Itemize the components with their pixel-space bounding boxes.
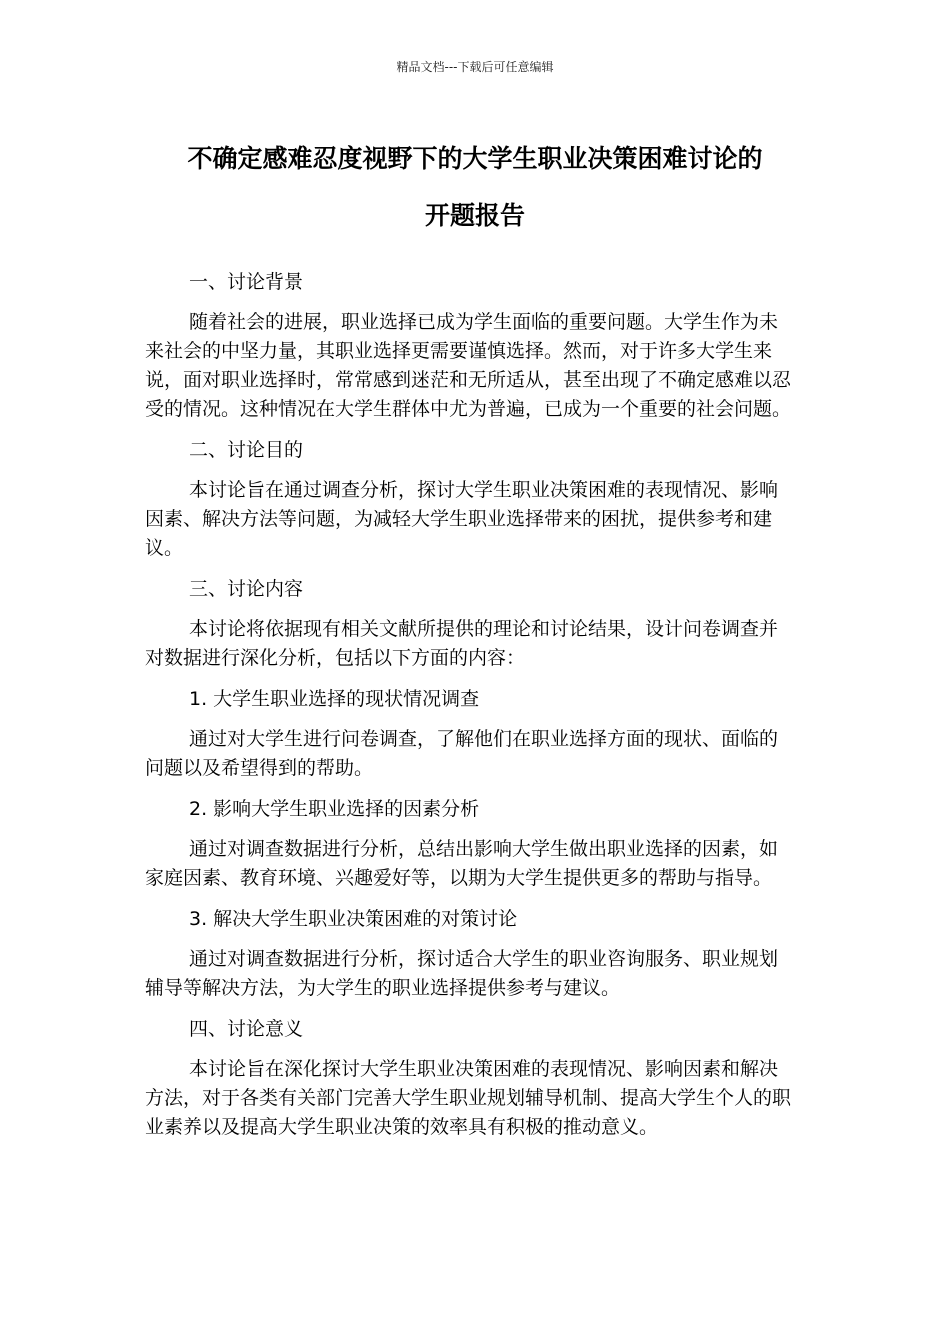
paragraph-item-3: 通过对调查数据进行分析，探讨适合大学生的职业咨询服务、职业规划辅导等解决方法，为大学生的职业选择提供参考与建议。 bbox=[145, 948, 779, 999]
document-title-line-2: 开题报告 bbox=[424, 201, 525, 230]
paragraph-content-intro: 本讨论将依据现有相关文献所提供的理论和讨论结果，设计问卷调查并对数据进行深化分析，包括以下方面的内容： bbox=[145, 618, 779, 669]
paragraph-purpose: 本讨论旨在通过调查分析，探讨大学生职业决策困难的表现情况、影响因素、解决方法等问题，为减轻大学生职业选择带来的困扰，提供参考和建议。 bbox=[145, 479, 779, 559]
paragraph-significance: 本讨论旨在深化探讨大学生职业决策困难的表现情况、影响因素和解决方法，对于各类有关部门完善大学生职业规划辅导机制、提高大学生个人的职业素养以及提高大学生职业决策的效率具有积极的推动意义。 bbox=[145, 1058, 792, 1138]
page-header: 精品文档---下载后可任意编辑 bbox=[396, 60, 554, 74]
document-title bbox=[110, 130, 840, 244]
section-heading-background: 一、讨论背景 bbox=[189, 271, 304, 293]
paragraph-item-2: 通过对调查数据进行分析，总结出影响大学生做出职业选择的因素，如家庭因素、教育环境、兴趣爱好等，以期为大学生提供更多的帮助与指导。 bbox=[145, 838, 779, 889]
paragraph-background: 随着社会的进展，职业选择已成为学生面临的重要问题。大学生作为未来社会的中坚力量，其职业选择更需要谨慎选择。然而，对于许多大学生来说，面对职业选择时，常常感到迷茫和无所适从，甚至出现了不确定感难以忍受的情况。这种情况在大学生群体中尤为普遍，已成为一个重要的社会问题。 bbox=[145, 311, 792, 420]
section-heading-significance: 四、讨论意义 bbox=[189, 1018, 304, 1040]
subsection-heading-1: 1. 大学生职业选择的现状情况调查 bbox=[189, 688, 480, 710]
document-body bbox=[145, 268, 795, 1154]
paragraph-item-1: 通过对大学生进行问卷调查，了解他们在职业选择方面的现状、面临的问题以及希望得到的帮助。 bbox=[145, 728, 779, 779]
subsection-heading-3: 3. 解决大学生职业决策困难的对策讨论 bbox=[189, 908, 518, 930]
subsection-heading-2: 2. 影响大学生职业选择的因素分析 bbox=[189, 798, 480, 820]
section-heading-content: 三、讨论内容 bbox=[189, 578, 304, 600]
section-heading-purpose: 二、讨论目的 bbox=[189, 439, 304, 461]
document-title-line-1: 不确定感难忍度视野下的大学生职业决策困难讨论的 bbox=[187, 144, 763, 173]
